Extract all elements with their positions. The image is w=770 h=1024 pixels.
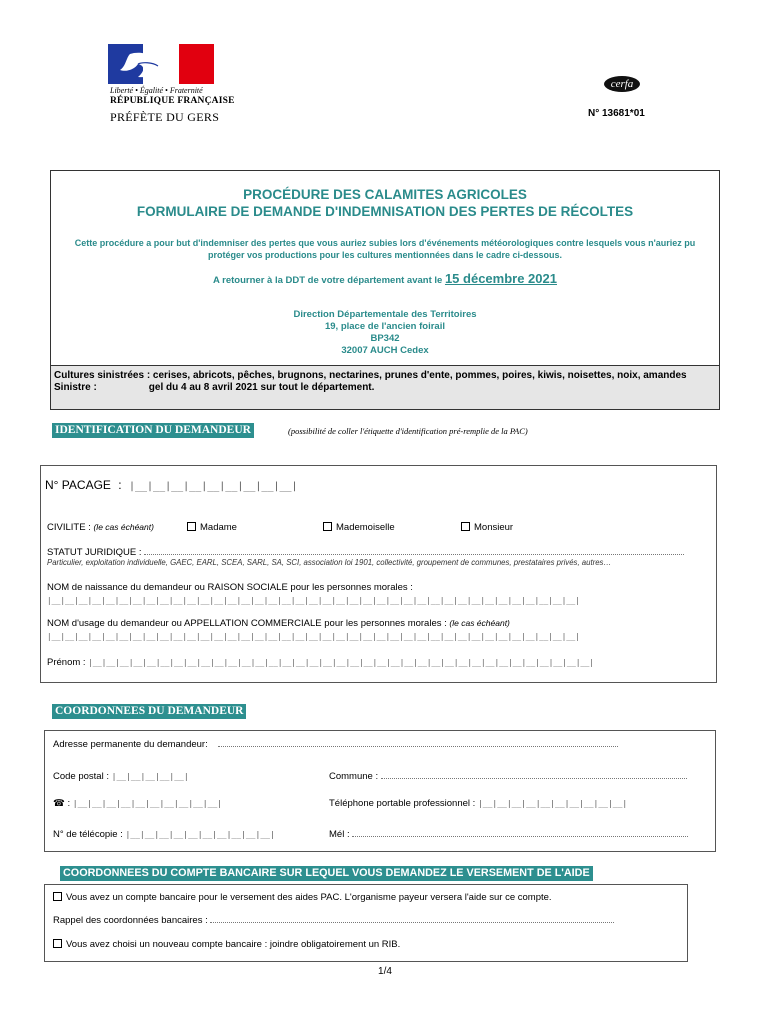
republique-text: RÉPUBLIQUE FRANÇAISE	[110, 96, 235, 106]
option-pac-label: Vous avez un compte bancaire pour le versement des aides PAC. L'organisme payeur versera l'aide sur ce compte.	[66, 892, 552, 903]
option-pac-checkbox[interactable]	[53, 892, 62, 901]
marianne-logo	[108, 44, 214, 84]
monsieur-option[interactable]	[461, 522, 513, 533]
cultures-value: : cerises, abricots, pêches, brugnons, nectarines, prunes d'ente, pommes, poires, kiwis, noisettes, noix, amandes	[146, 370, 687, 381]
statut-row	[47, 547, 707, 558]
portable-row	[329, 798, 627, 809]
monsieur-label: Monsieur	[474, 522, 514, 533]
portable-label: Téléphone portable professionnel :	[329, 798, 476, 809]
nom-naissance-input[interactable]: |__|__|__|__|__|__|__|__|__|__|__|__|__|__|__|__|__|__|__|__|__|__|__|__|__|__|__|__|__|__|__|__|__|__|__|__|__|__|__|	[47, 596, 580, 605]
prefete-text: PRÉFÈTE DU GERS	[110, 110, 220, 124]
civilite-hint: (le cas échéant)	[93, 522, 154, 532]
adresse-input[interactable]	[218, 746, 618, 747]
prenom-label: Prénom :	[47, 657, 86, 668]
return-text: A retourner à la DDT de votre département avant le	[213, 275, 443, 286]
bancaire-box	[44, 884, 688, 962]
monsieur-checkbox[interactable]	[461, 522, 470, 531]
cp-input[interactable]: |__|__|__|__|__|	[111, 772, 189, 781]
identification-note: (possibilité de coller l'étiquette d'identification pré-remplie de la PAC)	[288, 426, 528, 436]
option-rib-checkbox[interactable]	[53, 939, 62, 948]
portable-input[interactable]: |__|__|__|__|__|__|__|__|__|__|	[477, 799, 628, 808]
fax-row	[53, 829, 275, 840]
pacage-label: N° PACAGE	[45, 478, 111, 492]
devise-text: Liberté • Égalité • Fraternité	[110, 86, 203, 95]
return-line	[51, 271, 719, 286]
page-number: 1/4	[378, 966, 392, 977]
sinistre-value: gel du 4 au 8 avril 2021 sur tout le département.	[148, 382, 375, 393]
civilite-row	[47, 522, 707, 533]
address-line-3: BP342	[370, 333, 400, 344]
prenom-input[interactable]: |__|__|__|__|__|__|__|__|__|__|__|__|__|__|__|__|__|__|__|__|__|__|__|__|__|__|__|__|__|__|__|__|__|__|__|__|__|	[88, 658, 594, 667]
identification-title: IDENTIFICATION DU DEMANDEUR	[52, 423, 254, 438]
rappel-row	[53, 915, 614, 926]
adresse-label: Adresse permanente du demandeur:	[53, 739, 208, 750]
mel-input[interactable]	[352, 836, 688, 837]
coordonnees-box	[44, 730, 716, 852]
civilite-label: CIVILITE :	[47, 522, 91, 533]
adresse-row	[53, 739, 618, 750]
mademoiselle-checkbox[interactable]	[323, 522, 332, 531]
madame-label: Madame	[200, 522, 237, 533]
commune-row	[329, 771, 687, 782]
cp-row	[53, 771, 189, 782]
statut-input[interactable]	[144, 554, 684, 555]
address-line-4: 32007 AUCH Cedex	[341, 345, 429, 356]
title-line-1: PROCÉDURE DES CALAMITES AGRICOLES	[243, 187, 527, 202]
address-line-2: 19, place de l'ancien foirail	[324, 321, 445, 332]
commune-label: Commune :	[329, 771, 379, 782]
sinistre-label: Sinistre :	[54, 382, 97, 393]
option-rib-label: Vous avez choisi un nouveau compte bancaire : joindre obligatoirement un RIB.	[66, 939, 401, 950]
mademoiselle-label: Mademoiselle	[336, 522, 395, 533]
pacage-colon: :	[118, 478, 122, 492]
cerfa-logo	[604, 76, 640, 92]
cultures-label: Cultures sinistrées	[54, 370, 145, 381]
mademoiselle-option[interactable]	[323, 522, 395, 533]
phone-icon: ☎ :	[53, 798, 71, 809]
cp-label: Code postal :	[53, 771, 109, 782]
bancaire-title: COORDONNEES DU COMPTE BANCAIRE SUR LEQUEL VOUS DEMANDEZ LE VERSEMENT DE L'AIDE	[60, 866, 593, 881]
statut-hint: Particulier, exploitation individuelle, GAEC, EARL, SCEA, SARL, SA, SCI, association loi 1901, collectivité, groupement de communes, prestataires privés, autres…	[47, 558, 612, 567]
rappel-input[interactable]	[210, 922, 614, 923]
intro-box	[50, 170, 720, 410]
nom-naissance-label: NOM de naissance du demandeur ou RAISON SOCIALE pour les personnes morales :	[47, 582, 413, 593]
nom-usage-row	[47, 618, 510, 629]
tel-input[interactable]: |__|__|__|__|__|__|__|__|__|__|	[72, 799, 223, 808]
sinistre-panel	[51, 365, 719, 409]
cerfa-number: N° 13681*01	[588, 108, 645, 119]
tel-row	[53, 798, 222, 809]
statut-label: STATUT JURIDIQUE :	[47, 547, 142, 558]
nom-usage-label: NOM d'usage du demandeur ou APPELLATION COMMERCIALE pour les personnes morales :	[47, 618, 447, 629]
nom-usage-hint: (le cas échéant)	[449, 618, 510, 628]
mel-label: Mél :	[329, 829, 350, 840]
fax-input[interactable]: |__|__|__|__|__|__|__|__|__|__|	[125, 830, 275, 839]
identification-box	[40, 465, 717, 683]
fax-label: N° de télécopie :	[53, 829, 123, 840]
madame-option[interactable]	[187, 522, 237, 533]
mel-row	[329, 829, 688, 840]
prenom-row	[47, 657, 594, 668]
commune-input[interactable]	[381, 778, 687, 779]
option-pac-row[interactable]	[53, 892, 552, 903]
madame-checkbox[interactable]	[187, 522, 196, 531]
rappel-label: Rappel des coordonnées bancaires :	[53, 915, 208, 926]
deadline-text: 15 décembre 2021	[444, 271, 557, 286]
pacage-row	[45, 478, 298, 492]
sinistre-line	[54, 382, 716, 394]
coordonnees-title: COORDONNEES DU DEMANDEUR	[52, 704, 246, 719]
cultures-line	[54, 370, 716, 382]
nom-usage-input[interactable]: |__|__|__|__|__|__|__|__|__|__|__|__|__|__|__|__|__|__|__|__|__|__|__|__|__|__|__|__|__|__|__|__|__|__|__|__|__|__|__|	[47, 632, 580, 641]
title-line-2: FORMULAIRE DE DEMANDE D'INDEMNISATION DES PERTES DE RÉCOLTES	[136, 204, 634, 219]
address-line-1: Direction Départementale des Territoires	[293, 309, 477, 320]
option-rib-row[interactable]	[53, 939, 400, 950]
purpose-text: Cette procédure a pour but d'indemniser des pertes que vous auriez subies lors d'événements météorologiques contre lesquels vous n'auriez pu protéger vos productions pour les cultures mentionnées dans le cadre ci-dessous.	[74, 238, 696, 260]
pacage-input[interactable]: |__|__|__|__|__|__|__|__|__|	[128, 481, 298, 492]
cerfa-logo-text: cerfa	[610, 78, 634, 90]
